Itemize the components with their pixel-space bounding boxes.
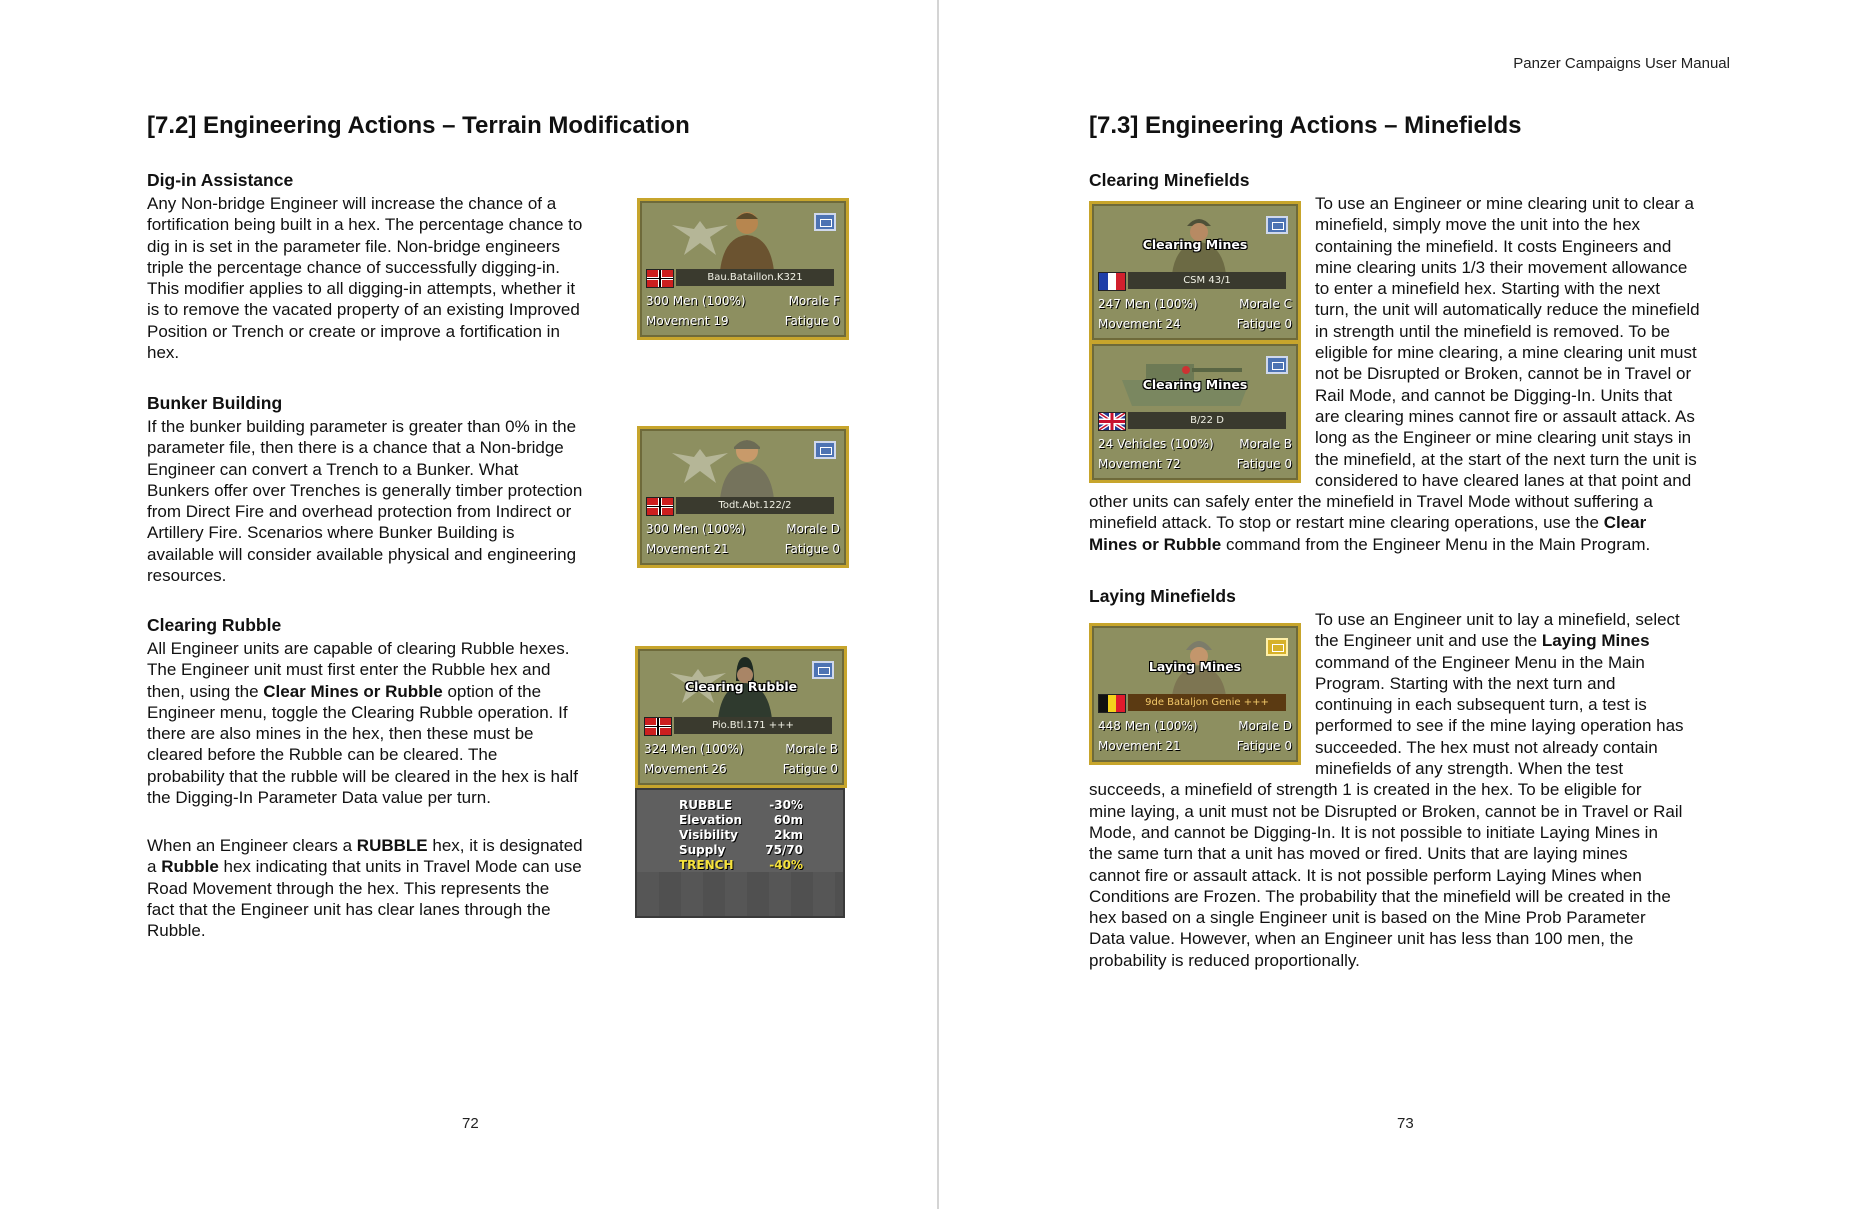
unit-stats — [646, 519, 840, 559]
belgian-flag-icon — [1098, 694, 1126, 713]
bold-term: Laying Mines — [1541, 631, 1650, 651]
terrain-pattern — [637, 872, 843, 916]
text-line: Artillery Fire. Scenarios where Bunker Building is — [147, 523, 515, 543]
unit-movement: Movement 21 — [1098, 739, 1181, 753]
unit-action-label: Clearing Mines — [1142, 377, 1248, 392]
clearing-minefields-heading: Clearing Minefields — [1089, 170, 1250, 190]
text-line: hex. — [147, 343, 180, 363]
page-number-left: 72 — [462, 1115, 479, 1132]
unit-stats — [1098, 294, 1292, 334]
text-line: mine clearing units 1/3 their movement allowance — [1315, 257, 1688, 277]
unit-stats — [1098, 434, 1292, 474]
text-line: considered to have cleared lanes at that point and — [1315, 470, 1692, 490]
text-line: Position or Trench or create or improve a fortification in — [147, 321, 560, 341]
rubble-paragraph-2 — [147, 835, 637, 941]
unit-movement: Movement 21 — [646, 542, 729, 556]
text-line: Engineer can convert a Trench to a Bunker. What — [147, 459, 519, 479]
terrain-row: Supply 75/70 — [679, 843, 803, 857]
unit-card-todt-abt — [637, 426, 849, 568]
unit-action-label: Clearing Mines — [1142, 237, 1248, 252]
unit-strength: 24 Vehicles (100%) — [1098, 437, 1214, 451]
text-line: Road Movement through the hex. This represents the — [147, 878, 550, 898]
unit-name: Todt.Abt.122/2 — [676, 497, 834, 514]
text-line: eligible for mine clearing, a mine clearing unit must — [1315, 343, 1697, 363]
bold-term: Mines or Rubble — [1089, 534, 1222, 554]
text-line: cleared before the Rubble can be cleared. The — [147, 745, 498, 765]
text-line: mine laying, a unit must not be Disrupted or Broken, cannot be in Travel or Rail — [1089, 801, 1683, 821]
unit-name: CSM 43/1 — [1128, 272, 1286, 289]
unit-card-9de-bataljon — [1089, 623, 1301, 765]
text-line: the Digging-In Parameter Data value per turn. — [147, 788, 491, 808]
unit-strength: 324 Men (100%) — [644, 742, 744, 756]
unit-movement: Movement 72 — [1098, 457, 1181, 471]
bold-term: Clear Mines or Rubble — [263, 681, 443, 701]
unit-type-icon — [1266, 638, 1288, 656]
unit-fatigue: Fatigue 0 — [1236, 739, 1292, 753]
terrain-info-panel — [635, 788, 845, 918]
unit-morale: Morale D — [786, 522, 840, 536]
text-line: minefield attack. To stop or restart mine clearing operations, use the Clear — [1089, 513, 1647, 533]
dig-in-paragraph — [147, 193, 627, 363]
unit-card-bau-bataillon — [637, 198, 849, 340]
text-line: minefields of any strength. When the test — [1315, 759, 1624, 779]
bunker-heading: Bunker Building — [147, 393, 283, 413]
unit-movement: Movement 19 — [646, 314, 729, 328]
left-page-title: [7.2] Engineering Actions – Terrain Modification — [147, 112, 690, 139]
bold-term: RUBBLE — [356, 836, 428, 855]
text-line: Rubble. — [147, 921, 206, 941]
unit-action-label: Laying Mines — [1148, 659, 1242, 674]
text-line: not be Disrupted or Broken, cannot be in Travel or — [1315, 364, 1692, 384]
unit-movement: Movement 24 — [1098, 317, 1181, 331]
text-line: to enter a minefield hex. Starting with the next — [1315, 279, 1660, 299]
unit-type-icon — [814, 213, 836, 231]
laying-card-column — [1089, 623, 1301, 765]
terrain-row: TRENCH -40% — [679, 858, 803, 872]
unit-fatigue: Fatigue 0 — [784, 542, 840, 556]
text-line: minefield, simply move the unit into the hex — [1315, 215, 1641, 235]
text-line: Any Non-bridge Engineer will increase the chance of a — [147, 194, 557, 213]
soldier-portrait-icon — [710, 207, 784, 271]
unit-morale: Morale C — [1239, 297, 1292, 311]
text-line: probability that the rubble will be cleared in the hex is half — [147, 766, 578, 786]
soldier-portrait-icon — [710, 435, 784, 499]
unit-stats — [646, 291, 840, 331]
text-line: dig in is set in the parameter file. Non-bridge engineers — [147, 236, 560, 256]
text-line: parameter file, then there is a chance that a Non-bridge — [147, 438, 564, 458]
french-flag-icon — [1098, 272, 1126, 291]
german-flag-icon — [646, 269, 674, 288]
text-line: command of the Engineer Menu in the Main — [1315, 652, 1645, 672]
text-line: probability is reduced proportionally. — [1089, 950, 1360, 970]
text-line: Program. Starting with the next turn and — [1315, 673, 1616, 693]
text-line: from Direct Fire and overhead protection from Indirect or — [147, 502, 572, 522]
text-line: succeeded. The hex must not already contain — [1315, 737, 1658, 757]
unit-card-csm — [1089, 201, 1301, 343]
unit-morale: Morale D — [1238, 719, 1292, 733]
unit-fatigue: Fatigue 0 — [1236, 317, 1292, 331]
text-line: Mines or Rubble command from the Engineer Menu in the Main Program. — [1089, 534, 1651, 554]
text-line: When an Engineer clears a RUBBLE hex, it is designated — [147, 836, 583, 855]
terrain-row: Visibility 2km — [679, 828, 803, 842]
running-head: Panzer Campaigns User Manual — [1513, 55, 1730, 72]
text-line: then, using the Clear Mines or Rubble option of the — [147, 681, 542, 701]
rubble-heading: Clearing Rubble — [147, 615, 282, 635]
unit-fatigue: Fatigue 0 — [784, 314, 840, 328]
bold-term: Clear — [1603, 513, 1647, 533]
unit-name: Bau.Bataillon.K321 — [676, 269, 834, 286]
unit-type-icon — [1266, 356, 1288, 374]
unit-movement: Movement 26 — [644, 762, 727, 776]
right-page — [940, 0, 1870, 1209]
text-line: fact that the Engineer unit has clear lanes through the — [147, 899, 551, 919]
text-line: Bunkers offer over Trenches is generally timber protection — [147, 480, 583, 500]
unit-name: 9de Bataljon Genie +++ — [1128, 694, 1286, 711]
unit-action-label: Clearing Rubble — [684, 679, 798, 694]
text-line: To use an Engineer or mine clearing unit to clear a — [1315, 194, 1694, 213]
bold-term: Rubble — [161, 857, 219, 877]
text-line: fortification being built in a hex. The percentage chance to — [147, 215, 583, 235]
text-line: available will consider available physical and engineering — [147, 544, 577, 564]
clearing-minefields-paragraph — [1089, 193, 1739, 555]
text-line: there are also mines in the hex, then these must be — [147, 724, 534, 744]
text-line: This modifier applies to all digging-in attempts, whether it — [147, 279, 576, 299]
unit-name: Pio.Btl.171 +++ — [674, 717, 832, 734]
text-line: are clearing mines cannot fire or assault attack. As — [1315, 406, 1695, 426]
unit-type-icon — [814, 441, 836, 459]
unit-stats — [1098, 716, 1292, 756]
text-line: hex based on a single Engineer unit is based on the Mine Prob Parameter — [1089, 908, 1646, 928]
unit-name: B/22 D — [1128, 412, 1286, 429]
british-flag-icon — [1098, 412, 1126, 431]
text-line: Engineer menu, toggle the Clearing Rubble operation. If — [147, 702, 568, 722]
text-line: If the bunker building parameter is greater than 0% in the — [147, 417, 577, 436]
unit-strength: 300 Men (100%) — [646, 294, 746, 308]
page-number-right: 73 — [1397, 1115, 1414, 1132]
unit-card-b22d — [1089, 341, 1301, 483]
text-line: Conditions are Frozen. The probability that the minefield will be created in the — [1089, 886, 1671, 906]
unit-morale: Morale B — [785, 742, 838, 756]
laying-minefields-heading: Laying Minefields — [1089, 586, 1236, 606]
unit-fatigue: Fatigue 0 — [1236, 457, 1292, 471]
text-line: containing the minefield. It costs Engineers and — [1315, 236, 1672, 256]
text-line: cannot fire or assault attack. It is not possible perform Laying Mines when — [1089, 865, 1642, 885]
unit-stats — [644, 739, 838, 779]
text-line: Data value. However, when an Engineer unit has less than 100 men, the — [1089, 929, 1634, 949]
german-flag-icon — [646, 497, 674, 516]
unit-type-icon — [1266, 216, 1288, 234]
laying-minefields-paragraph — [1089, 609, 1739, 971]
text-line: succeeds, a minefield of strength 1 is created in the hex. To be eligible for — [1089, 780, 1642, 800]
text-line: in strength until the minefield is removed. To be — [1315, 321, 1670, 341]
page-divider — [937, 0, 939, 1209]
text-line: triple the percentage chance of successfully digging-in. — [147, 257, 560, 277]
german-flag-icon — [644, 717, 672, 736]
dig-in-heading: Dig-in Assistance — [147, 170, 294, 190]
text-line: resources. — [147, 566, 227, 586]
unit-fatigue: Fatigue 0 — [782, 762, 838, 776]
text-line: other units can safely enter the minefield in Travel Mode without suffering a — [1089, 492, 1653, 512]
text-line: the Engineer unit and use the Laying Mines — [1315, 631, 1650, 651]
text-line: Rail Mode, and cannot be Digging-In. Units that — [1315, 385, 1673, 405]
rubble-paragraph — [147, 638, 627, 808]
right-page-title: [7.3] Engineering Actions – Minefields — [1089, 112, 1522, 139]
text-line: Mode, and cannot be Digging-In. It is not possible to initiate Laying Mines in — [1089, 822, 1658, 842]
unit-strength: 247 Men (100%) — [1098, 297, 1198, 311]
terrain-row: RUBBLE -30% — [679, 798, 803, 812]
text-line: The Engineer unit must first enter the Rubble hex and — [147, 660, 551, 680]
text-line: All Engineer units are capable of clearing Rubble hexes. — [147, 639, 570, 658]
unit-card-pio-btl — [635, 646, 847, 788]
bunker-paragraph — [147, 416, 627, 586]
unit-strength: 448 Men (100%) — [1098, 719, 1198, 733]
text-line: a Rubble hex indicating that units in Travel Mode can use — [147, 857, 582, 877]
terrain-row: Elevation 60m — [679, 813, 803, 827]
text-line: the same turn that a unit has moved or fired. Units that are laying mines — [1089, 844, 1628, 864]
text-line: performed to see if the mine laying operation has — [1315, 716, 1684, 736]
text-line: turn, the unit will automatically reduce the minefield — [1315, 300, 1700, 320]
clearing-cards-column — [1089, 201, 1301, 483]
unit-strength: 300 Men (100%) — [646, 522, 746, 536]
text-line: is to remove the vacated property of an existing Improved — [147, 300, 580, 320]
text-line: the minefield, at the start of the next turn the unit is — [1315, 449, 1697, 469]
unit-morale: Morale F — [788, 294, 840, 308]
unit-morale: Morale B — [1239, 437, 1292, 451]
text-line: continuing in each subsequent turn, a test is — [1315, 695, 1647, 715]
unit-type-icon — [812, 661, 834, 679]
text-line: long as the Engineer or mine clearing unit stays in — [1315, 428, 1692, 448]
text-line: To use an Engineer unit to lay a minefield, select — [1315, 610, 1680, 629]
